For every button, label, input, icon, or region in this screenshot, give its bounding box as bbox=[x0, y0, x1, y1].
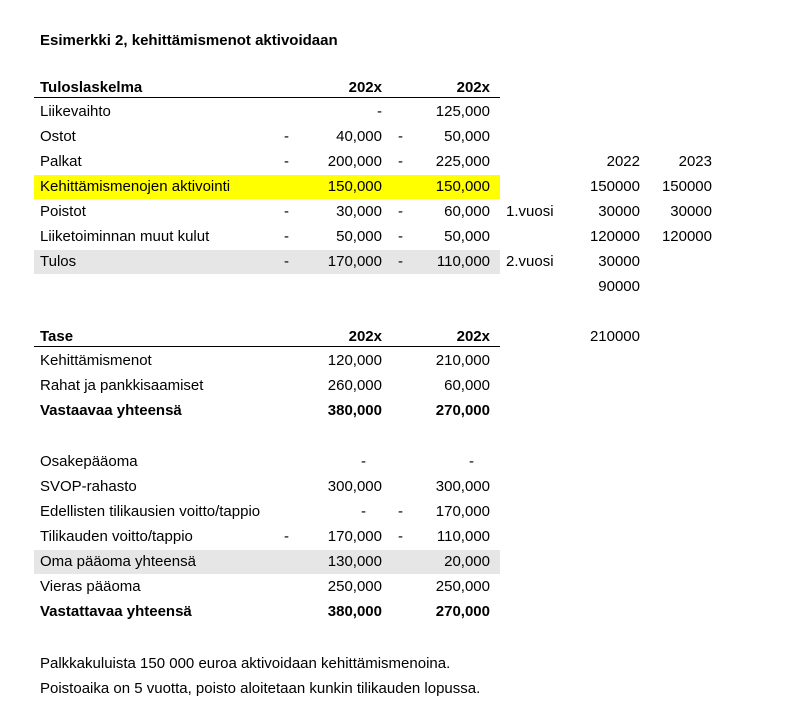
row-value1: 50,000 bbox=[336, 228, 382, 245]
table-row-highlighted bbox=[34, 175, 500, 199]
row-value1: 170,000 bbox=[327, 528, 382, 545]
row-value2: 270,000 bbox=[435, 603, 490, 620]
table-row-total bbox=[34, 600, 500, 624]
row-sign1: - bbox=[284, 203, 289, 220]
row-sign1: - bbox=[284, 253, 289, 270]
note-line-1: Palkkakuluista 150 000 euroa aktivoidaan kehittämismenoina. bbox=[40, 655, 451, 672]
table-row bbox=[34, 125, 500, 149]
row-value2: 270,000 bbox=[435, 402, 490, 419]
row-sign2: - bbox=[398, 503, 403, 520]
row-sign1: - bbox=[284, 128, 289, 145]
row-label: Poistot bbox=[40, 203, 86, 220]
table-row bbox=[34, 225, 500, 249]
page-title: Esimerkki 2, kehittämismenot aktivoidaan bbox=[40, 32, 338, 49]
row-value2: 170,000 bbox=[435, 503, 490, 520]
side-label-vuosi1: 1.vuosi bbox=[506, 203, 554, 220]
row-sign2: - bbox=[398, 253, 403, 270]
row-value1: 30,000 bbox=[336, 203, 382, 220]
row-label: Ostot bbox=[40, 128, 76, 145]
side-value: 90000 bbox=[598, 278, 640, 295]
row-label: Kehittämismenojen aktivointi bbox=[40, 178, 231, 195]
row-value2: 110,000 bbox=[436, 528, 490, 545]
row-value1: 200,000 bbox=[327, 153, 382, 170]
row-value1: - bbox=[361, 503, 366, 520]
row-value1: 130,000 bbox=[327, 553, 382, 570]
row-value2: 20,000 bbox=[444, 553, 490, 570]
side-value: 210000 bbox=[589, 328, 640, 345]
balance-header-col1: 202x bbox=[348, 328, 382, 345]
row-value2: 150,000 bbox=[435, 178, 490, 195]
side-year-2023: 2023 bbox=[678, 153, 712, 170]
row-value1: 300,000 bbox=[327, 478, 382, 495]
row-label: SVOP-rahasto bbox=[40, 478, 137, 495]
row-label: Vastattavaa yhteensä bbox=[40, 603, 192, 620]
side-value: 30000 bbox=[670, 203, 712, 220]
row-label: Edellisten tilikausien voitto/tappio bbox=[40, 503, 261, 520]
row-value2: - bbox=[469, 453, 474, 470]
row-label: Tilikauden voitto/tappio bbox=[40, 528, 193, 545]
row-value2: 125,000 bbox=[435, 103, 490, 120]
table-row-total bbox=[34, 399, 500, 423]
row-value2: 250,000 bbox=[435, 578, 490, 595]
row-sign2: - bbox=[398, 228, 403, 245]
row-value1: 150,000 bbox=[327, 178, 382, 195]
table-row-total bbox=[34, 550, 500, 574]
row-label: Rahat ja pankkisaamiset bbox=[40, 377, 204, 394]
side-year-2022: 2022 bbox=[606, 153, 640, 170]
side-value: 120000 bbox=[661, 228, 712, 245]
row-value2: 110,000 bbox=[436, 253, 490, 270]
row-sign2: - bbox=[398, 528, 403, 545]
row-label: Liikevaihto bbox=[40, 103, 111, 120]
row-label: Osakepääoma bbox=[40, 453, 138, 470]
row-sign1: - bbox=[284, 228, 289, 245]
table-row bbox=[34, 150, 500, 174]
row-label: Vieras pääoma bbox=[40, 578, 141, 595]
row-value1: 260,000 bbox=[327, 377, 382, 394]
row-label: Tulos bbox=[40, 253, 77, 270]
row-label: Palkat bbox=[40, 153, 82, 170]
row-value2: 50,000 bbox=[444, 228, 490, 245]
row-value2: 300,000 bbox=[435, 478, 490, 495]
row-label: Oma pääoma yhteensä bbox=[40, 553, 196, 570]
table-row-total bbox=[34, 250, 500, 274]
row-value1: 380,000 bbox=[327, 402, 382, 419]
row-value1: - bbox=[361, 453, 366, 470]
row-value1: 40,000 bbox=[336, 128, 382, 145]
table-row bbox=[34, 349, 500, 373]
row-label: Kehittämismenot bbox=[40, 352, 152, 369]
balance-header-label: Tase bbox=[40, 328, 74, 345]
row-value2: 210,000 bbox=[435, 352, 490, 369]
row-sign2: - bbox=[398, 128, 403, 145]
row-sign2: - bbox=[398, 203, 403, 220]
side-value: 150000 bbox=[661, 178, 712, 195]
income-header-col2: 202x bbox=[456, 79, 490, 96]
table-row bbox=[34, 450, 500, 474]
income-header-label: Tuloslaskelma bbox=[40, 79, 143, 96]
row-value1: 380,000 bbox=[327, 603, 382, 620]
balance-header-rule bbox=[34, 346, 500, 347]
row-value1: 120,000 bbox=[327, 352, 382, 369]
income-header-col1: 202x bbox=[348, 79, 382, 96]
table-row bbox=[34, 525, 500, 549]
side-value: 30000 bbox=[598, 203, 640, 220]
row-sign2: - bbox=[398, 153, 403, 170]
row-value1: - bbox=[377, 103, 382, 120]
row-value2: 225,000 bbox=[435, 153, 490, 170]
row-label: Vastaavaa yhteensä bbox=[40, 402, 182, 419]
side-label-vuosi2: 2.vuosi bbox=[506, 253, 554, 270]
side-value: 150000 bbox=[589, 178, 640, 195]
row-value2: 60,000 bbox=[444, 377, 490, 394]
table-row bbox=[34, 100, 500, 124]
note-line-2: Poistoaika on 5 vuotta, poisto aloitetaan kunkin tilikauden lopussa. bbox=[40, 680, 481, 697]
side-value: 120000 bbox=[589, 228, 640, 245]
table-row bbox=[34, 374, 500, 398]
row-label: Liiketoiminnan muut kulut bbox=[40, 228, 210, 245]
balance-header-col2: 202x bbox=[456, 328, 490, 345]
row-value2: 50,000 bbox=[444, 128, 490, 145]
row-value2: 60,000 bbox=[444, 203, 490, 220]
row-value1: 250,000 bbox=[327, 578, 382, 595]
row-sign1: - bbox=[284, 153, 289, 170]
row-sign1: - bbox=[284, 528, 289, 545]
table-row bbox=[34, 200, 500, 224]
table-row bbox=[34, 500, 500, 524]
table-row bbox=[34, 475, 500, 499]
side-value: 30000 bbox=[598, 253, 640, 270]
row-value1: 170,000 bbox=[327, 253, 382, 270]
table-row bbox=[34, 575, 500, 599]
income-header-rule bbox=[34, 97, 500, 98]
